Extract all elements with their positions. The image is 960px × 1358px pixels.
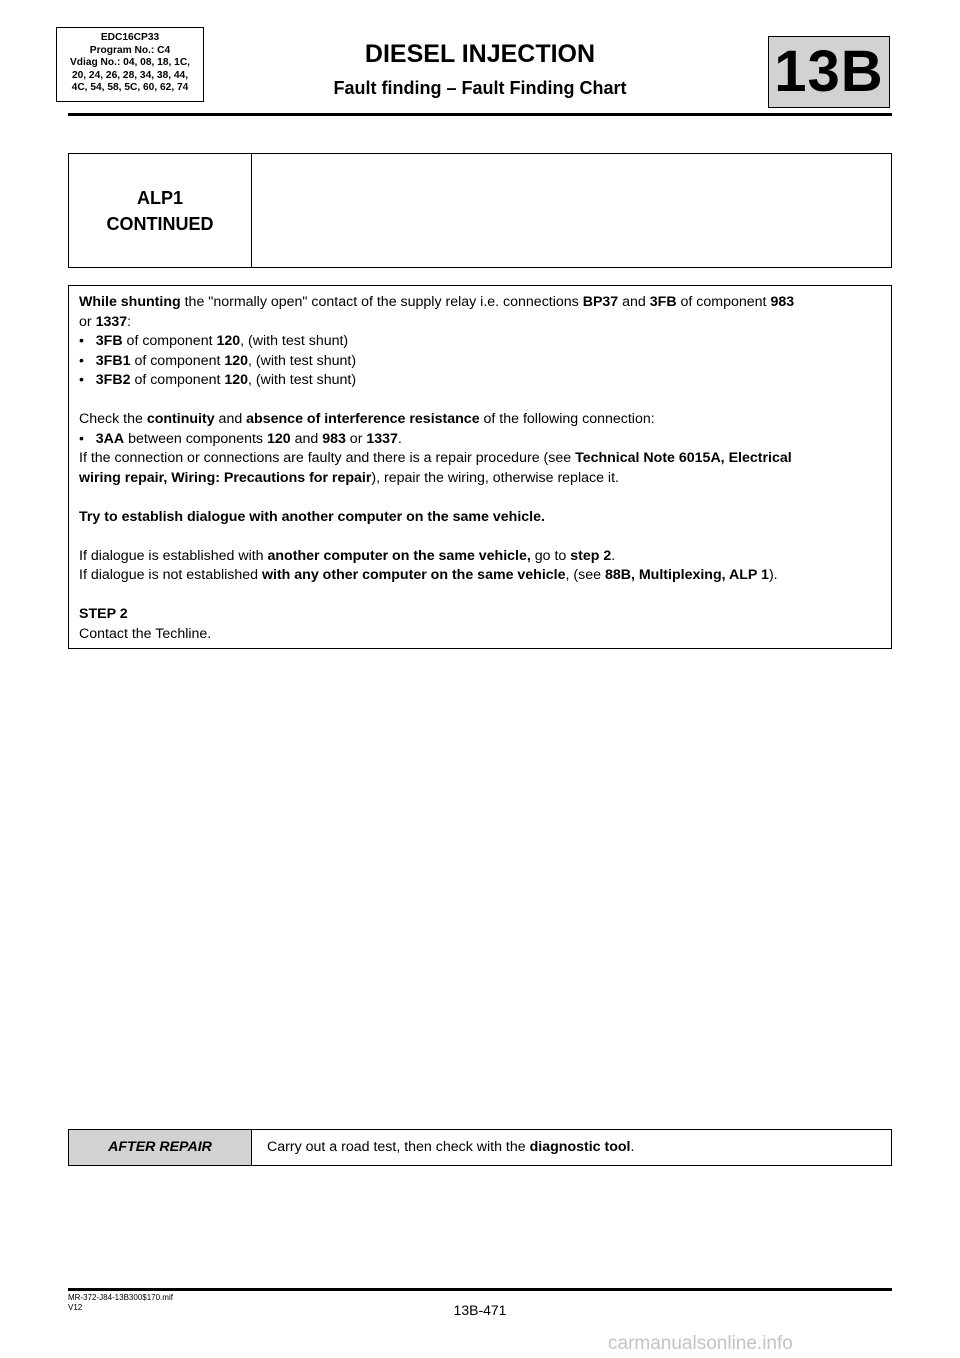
after-repair-text: Carry out a road test, then check with the diagnostic tool. (267, 1139, 635, 1155)
header-divider (68, 113, 892, 116)
list-item: • 3FB1 of component 120, (with test shunt) (79, 352, 357, 369)
alp-label-cell (69, 154, 252, 267)
alp-number: ALP1 (136, 188, 183, 208)
procedure-box (68, 285, 892, 649)
list-item: • 3FB2 of component 120, (with test shunt) (79, 372, 357, 388)
step-heading: STEP 2 (79, 606, 128, 622)
repair-instruction: If the connection or connections are faulty and there is a repair procedure (see Technical Note 6015A, Electrical (79, 450, 792, 466)
vdiag-line: 4C, 54, 58, 5C, 60, 62, 74 (71, 82, 189, 94)
dialogue-not-established: If dialogue is not established with any other computer on the same vehicle, (see 88B, Multiplexing, ALP 1). (79, 567, 778, 583)
program-number: Program No.: C4 (89, 44, 171, 56)
after-repair-table (68, 1129, 892, 1166)
footer-divider (68, 1288, 892, 1291)
alp-continued: CONTINUED (106, 214, 214, 234)
page-title: DIESEL INJECTION (364, 40, 596, 68)
after-repair-label: AFTER REPAIR (69, 1130, 252, 1165)
vdiag-line: 20, 24, 26, 28, 34, 38, 44, (71, 69, 189, 81)
shunt-instruction-cont: or 1337: (79, 313, 132, 330)
repair-instruction-cont: wiring repair, Wiring: Precautions for repair), repair the wiring, otherwise replace it. (79, 469, 619, 486)
vehicle-info-box (56, 27, 204, 102)
list-item: • 3AA between components 120 and 983 or 1337. (79, 430, 402, 447)
dialogue-established: If dialogue is established with another computer on the same vehicle, go to step 2. (79, 547, 616, 564)
vdiag-line: Vdiag No.: 04, 08, 18, 1C, (69, 57, 191, 69)
shunt-instruction: While shunting the "normally open" contact of the supply relay i.e. connections BP37 and 3FB of component 983 (79, 294, 795, 310)
continuity-check: Check the continuity and absence of interference resistance of the following connection: (79, 411, 655, 427)
alp-table (68, 153, 892, 268)
page-subtitle: Fault finding – Fault Finding Chart (333, 78, 627, 98)
list-item: • 3FB of component 120, (with test shunt) (79, 333, 349, 349)
engine-code: EDC16CP33 (100, 32, 160, 43)
document-reference: MR-372-J84-13B300$170.mif V12 (68, 1293, 173, 1312)
section-badge: 13B (768, 36, 890, 108)
watermark: carmanualsonline.info (608, 1333, 793, 1354)
page-number: 13B-471 (453, 1302, 507, 1318)
contact-instruction: Contact the Techline. (79, 625, 212, 642)
dialogue-instruction: Try to establish dialogue with another computer on the same vehicle. (79, 508, 545, 525)
